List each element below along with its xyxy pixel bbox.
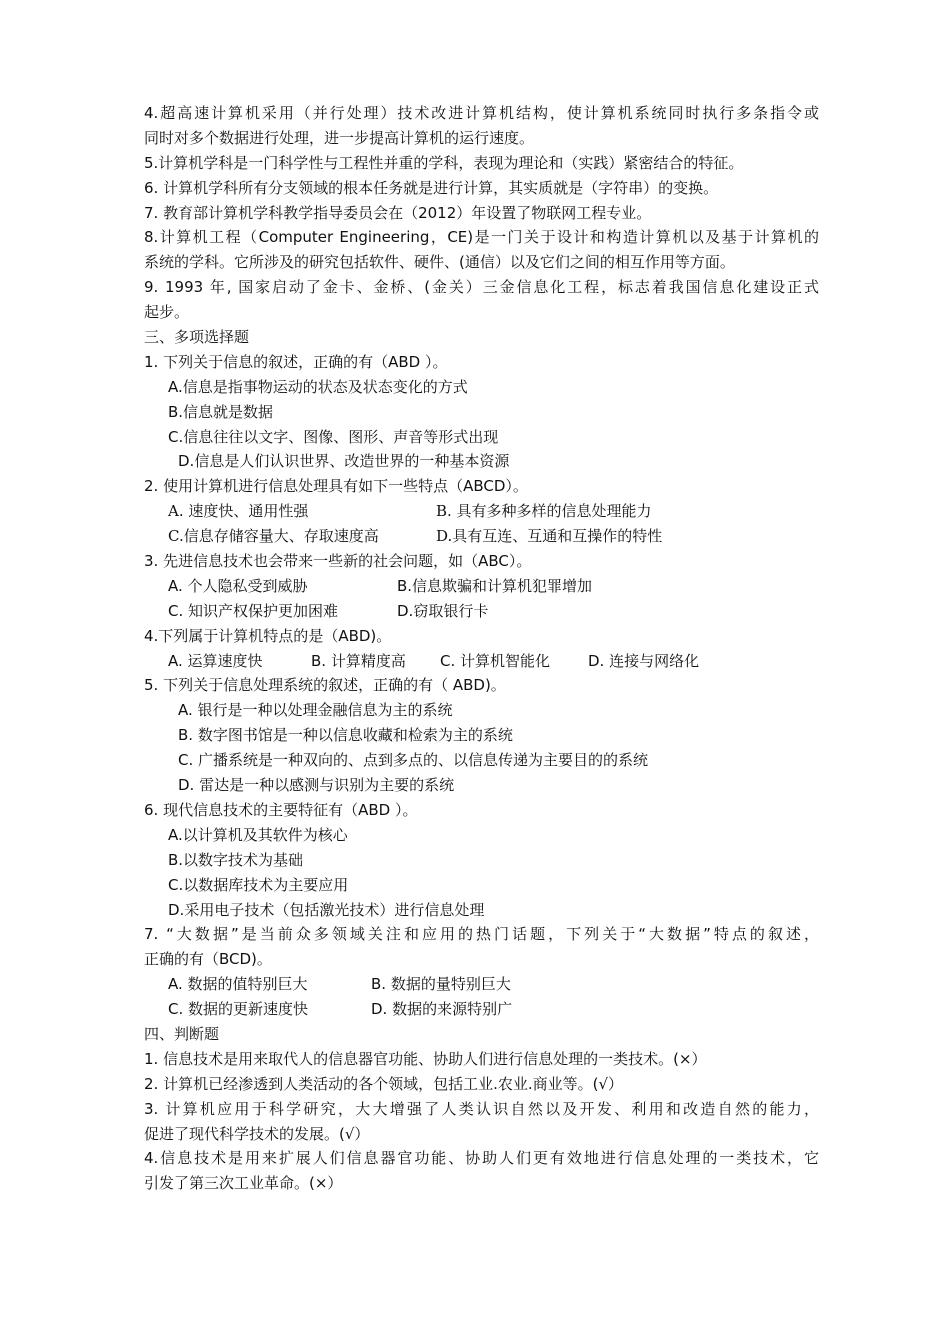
mc-q6-option-d: D.采用电子技术（包括激光技术）进行信息处理 <box>168 900 485 919</box>
mc-q5-option-a: A. 银行是一种以处理金融信息为主的系统 <box>178 701 453 720</box>
tf-q3-line1: 3. 计算机应用于科学研究，大大增强了人类认识自然以及开发、利用和改造自然的能力， <box>144 1099 819 1118</box>
mc-q6-stem: 6. 现代信息技术的主要特征有（ABD ）。 <box>144 800 418 819</box>
fill-q6: 6. 计算机学科所有分支领域的根本任务就是进行计算，其实质就是（字符串）的变换。 <box>144 178 719 197</box>
mc-q4-option-b: B. 计算精度高 <box>311 651 406 670</box>
fill-q4-line1: 4.超高速计算机采用（并行处理）技术改进计算机结构，使计算机系统同时执行多条指令或 <box>144 104 819 122</box>
mc-q4-options-row <box>144 649 819 674</box>
section-heading-multiple-choice: 三、多项选择题 <box>144 328 250 347</box>
mc-q1-option-c: C.信息往往以文字、图像、图形、声音等形式出现 <box>168 427 499 446</box>
mc-q4-option-d: D. 连接与网络化 <box>588 651 700 670</box>
mc-q3-option-a: A. 个人隐私受到威胁 <box>168 576 308 595</box>
mc-q5-option-b: B. 数字图书馆是一种以信息收藏和检索为主的系统 <box>178 726 513 745</box>
mc-q7-option-d: D. 数据的来源特别广 <box>371 1000 513 1019</box>
mc-q1-option-b: B.信息就是数据 <box>168 402 274 421</box>
mc-q1-stem: 1. 下列关于信息的叙述，正确的有（ABD ）。 <box>144 352 448 371</box>
mc-q7-stem-line2: 正确的有（BCD)。 <box>144 950 272 969</box>
mc-q2-row-ab <box>144 499 819 524</box>
mc-q2-option-c: C.信息存储容量大、存取速度高 <box>168 527 379 546</box>
mc-q7-row-cd <box>144 997 819 1022</box>
mc-q4-option-a: A. 运算速度快 <box>168 651 263 670</box>
tf-q1: 1. 信息技术是用来取代人的信息器官功能、协助人们进行信息处理的一类技术。(×） <box>144 1049 707 1068</box>
document-page <box>144 101 819 1196</box>
fill-q9-line1: 9. 1993 年, 国家启动了金卡、金桥、(金关）三金信息化工程，标志着我国信息化建设正式 <box>144 278 819 297</box>
mc-q2-option-b: B. 具有多种多样的信息处理能力 <box>436 502 652 521</box>
fill-q4-line2: 同时对多个数据进行处理，进一步提高计算机的运行速度。 <box>144 128 535 147</box>
mc-q7-row-ab <box>144 972 819 997</box>
fill-q8-line2: 系统的学科。它所涉及的研究包括软件、硬件、(通信）以及它们之间的相互作用等方面。 <box>144 253 735 272</box>
mc-q7-stem-line1: 7. “大数据”是当前众多领域关注和应用的热门话题，下列关于“大数据”特点的叙述， <box>144 925 819 944</box>
mc-q4-stem: 4.下列属于计算机特点的是（ABD)。 <box>144 626 392 645</box>
mc-q1-option-d: D.信息是人们认识世界、改造世界的一种基本资源 <box>178 452 510 471</box>
mc-q6-option-b: B.以数字技术为基础 <box>168 850 304 869</box>
tf-q4-line2: 引发了第三次工业革命。(×） <box>144 1174 343 1193</box>
section-heading-true-false: 四、判断题 <box>144 1024 220 1043</box>
mc-q3-row-ab <box>144 574 819 599</box>
tf-q3-line2: 促进了现代科学技术的发展。(√） <box>144 1124 370 1143</box>
mc-q6-option-c: C.以数据库技术为主要应用 <box>168 875 349 894</box>
mc-q1-option-a: A.信息是指事物运动的状态及状态变化的方式 <box>168 377 468 396</box>
mc-q2-row-cd <box>144 524 819 549</box>
fill-q5: 5.计算机学科是一门科学性与工程性并重的学科，表现为理论和（实践）紧密结合的特征。 <box>144 153 744 172</box>
mc-q2-option-d: D.具有互连、互通和互操作的特性 <box>436 527 663 546</box>
mc-q3-option-d: D.窃取银行卡 <box>397 601 489 620</box>
mc-q2-option-a: A. 速度快、通用性强 <box>168 502 309 521</box>
tf-q2: 2. 计算机已经渗透到人类活动的各个领域，包括工业.农业.商业等。(√） <box>144 1074 624 1093</box>
fill-q7: 7. 教育部计算机学科教学指导委员会在（2012）年设置了物联网工程专业。 <box>144 203 652 222</box>
mc-q5-option-c: C. 广播系统是一种双向的、点到多点的、以信息传递为主要目的的系统 <box>178 751 649 770</box>
mc-q2-stem: 2. 使用计算机进行信息处理具有如下一些特点（ABCD）。 <box>144 477 528 496</box>
fill-q8-line1: 8.计算机工程（Computer Engineering，CE)是一门关于设计和构造计算机以及基于计算机的 <box>144 228 819 247</box>
mc-q7-option-b: B. 数据的量特别巨大 <box>371 975 511 994</box>
mc-q4-option-c: C. 计算机智能化 <box>440 651 551 670</box>
mc-q7-option-a: A. 数据的值特别巨大 <box>168 975 308 994</box>
mc-q5-option-d: D. 雷达是一种以感测与识别为主要的系统 <box>178 776 455 795</box>
mc-q3-stem: 3. 先进信息技术也会带来一些新的社会问题，如（ABC）。 <box>144 552 532 571</box>
mc-q5-stem: 5. 下列关于信息处理系统的叙述，正确的有（ ABD)。 <box>144 676 506 695</box>
mc-q3-option-c: C. 知识产权保护更加困难 <box>168 601 339 620</box>
mc-q6-option-a: A.以计算机及其软件为核心 <box>168 825 348 844</box>
mc-q3-row-cd <box>144 599 819 624</box>
fill-q9-line2: 起步。 <box>144 303 190 322</box>
mc-q7-option-c: C. 数据的更新速度快 <box>168 1000 309 1019</box>
mc-q3-option-b: B.信息欺骗和计算机犯罪增加 <box>397 576 593 595</box>
tf-q4-line1: 4.信息技术是用来扩展人们信息器官功能、协助人们更有效地进行信息处理的一类技术，它 <box>144 1149 819 1168</box>
